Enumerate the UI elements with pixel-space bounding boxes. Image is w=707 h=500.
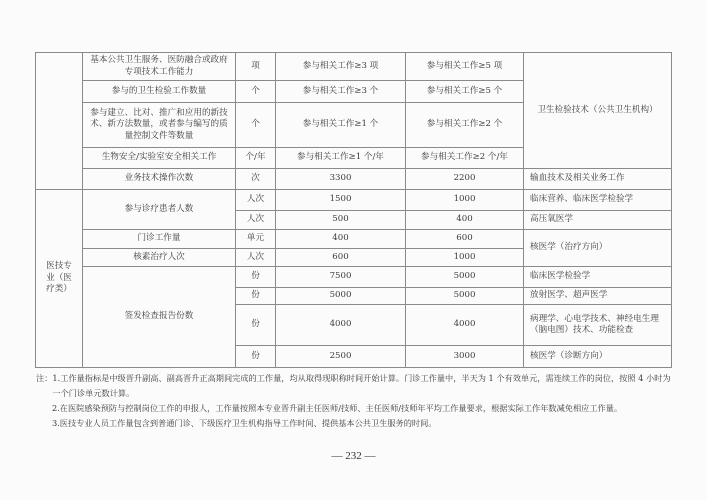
specialty-cell: 卫生检验技术（公共卫生机构） [524,53,672,169]
deputy-cell: 500 [276,211,406,230]
senior-cell: 5000 [406,288,524,305]
specialty-cell: 临床营养、临床医学检验学 [524,190,672,211]
unit-cell: 份 [236,288,276,305]
note-1 [36,371,676,401]
deputy-cell: 参与相关工作≥3 个 [276,81,406,103]
category-cell-empty [36,53,83,190]
deputy-cell: 3300 [276,169,406,190]
note-2: 2.在医院感染预防与控制岗位工作的申报人，工作量按照本专业晋升副主任医师/技师、主任医师/技师年平均工作量要求，根据实际工作年数减免相应工作量。 [52,403,623,413]
note-text: 1.工作量指标是中级晋升副高、副高晋升正高期间完成的工作量，均从取得现职称时间开始计算。门诊工作量中，半天为 1 个有效单元，需连续工作的岗位，按照 4 小时为一个门诊单元数计算。 [52,373,671,398]
unit-cell: 个 [236,103,276,148]
unit-cell: 个/年 [236,148,276,169]
deputy-cell: 600 [276,249,406,267]
deputy-cell: 400 [276,230,406,249]
senior-cell: 4000 [406,305,524,346]
senior-cell: 1000 [406,190,524,211]
item-cell: 签发检查报告份数 [83,267,236,368]
specialty-cell: 输血技术及相关业务工作 [524,169,672,190]
table-row [36,190,672,211]
table-row [36,53,672,81]
unit-cell: 份 [236,305,276,346]
unit-cell: 份 [236,267,276,288]
deputy-cell: 2500 [276,346,406,368]
senior-cell: 600 [406,230,524,249]
item-cell: 参与诊疗患者人数 [83,190,236,230]
specialty-cell: 放射医学、超声医学 [524,288,672,305]
item-cell: 门诊工作量 [83,230,236,249]
item-cell: 业务技术操作次数 [83,169,236,190]
specialty-cell: 核医学（诊断方向） [524,346,672,368]
senior-cell: 400 [406,211,524,230]
deputy-cell: 参与相关工作≥1 个 [276,103,406,148]
unit-cell: 单元 [236,230,276,249]
specialty-cell: 高压氧医学 [524,211,672,230]
deputy-cell: 5000 [276,288,406,305]
senior-cell: 5000 [406,267,524,288]
unit-cell: 人次 [236,211,276,230]
unit-cell: 人次 [236,249,276,267]
deputy-cell: 参与相关工作≥3 项 [276,53,406,81]
senior-cell: 参与相关工作≥5 项 [406,53,524,81]
deputy-cell: 1500 [276,190,406,211]
table-row [36,230,672,249]
specialty-cell: 核医学（治疗方向） [524,230,672,267]
unit-cell: 项 [236,53,276,81]
senior-cell: 1000 [406,249,524,267]
unit-cell: 次 [236,169,276,190]
table-row [36,169,672,190]
senior-cell: 2200 [406,169,524,190]
senior-cell: 参与相关工作≥2 个 [406,103,524,148]
category-cell [36,190,83,368]
item-cell: 生物安全/实验室安全相关工作 [83,148,236,169]
page-number: — 232 — [331,450,376,462]
senior-cell: 3000 [406,346,524,368]
category-line: 业（医 [46,272,72,283]
item-cell: 核素治疗人次 [83,249,236,267]
workload-table [35,52,672,368]
category-line: 医技专 [46,261,72,272]
item-cell: 基本公共卫生服务、医防融合或政府专项技术工作能力 [83,53,236,81]
deputy-cell: 参与相关工作≥1 个/年 [276,148,406,169]
specialty-cell: 病理学、心电学技术、神经电生理（脑电图）技术、功能检查 [524,305,672,346]
unit-cell: 人次 [236,190,276,211]
footnotes [36,371,676,431]
senior-cell: 参与相关工作≥5 个 [406,81,524,103]
unit-cell: 份 [236,346,276,368]
table-row [36,267,672,288]
note-3: 3.医技专业人员工作量包含到普通门诊、下级医疗卫生机构指导工作时间、提供基本公共卫生服务的时间。 [52,418,437,428]
unit-cell: 个 [236,81,276,103]
category-line: 疗类） [46,284,72,295]
item-cell: 参与建立、比对、推广和应用的新技术、新方法数量，或者参与编写的质量控制文件等数量 [83,103,236,148]
notes-prefix: 注： [36,373,53,383]
item-cell: 参与的卫生检验工作数量 [83,81,236,103]
deputy-cell: 7500 [276,267,406,288]
senior-cell: 参与相关工作≥2 个/年 [406,148,524,169]
specialty-cell: 临床医学检验学 [524,267,672,288]
deputy-cell: 4000 [276,305,406,346]
